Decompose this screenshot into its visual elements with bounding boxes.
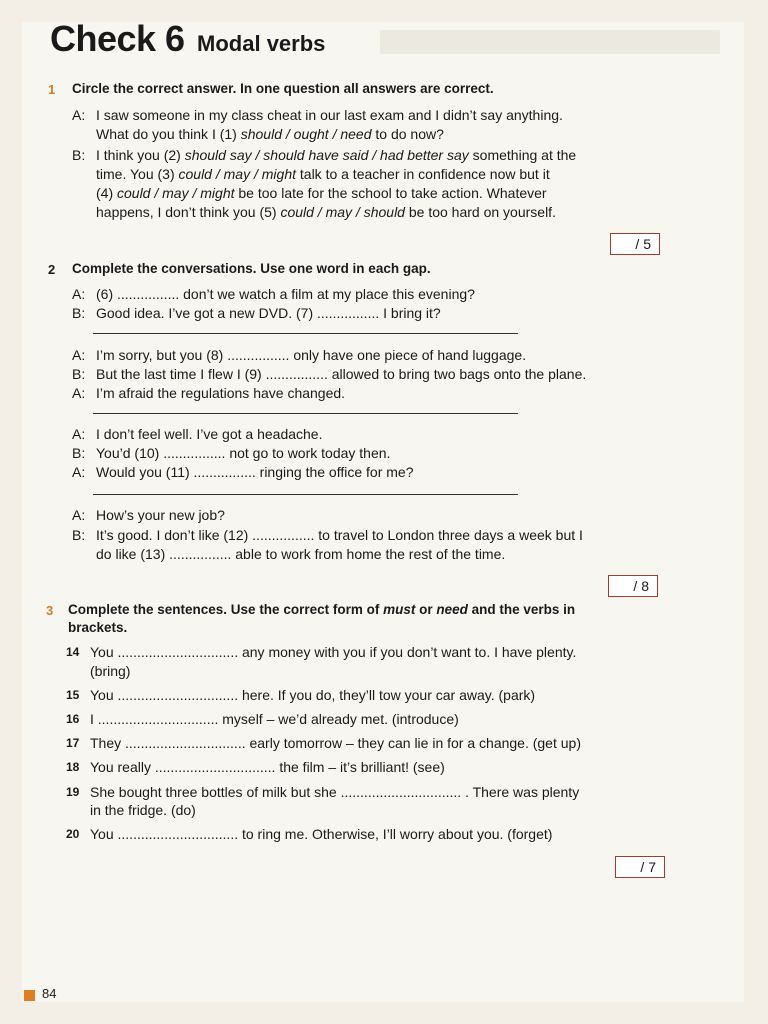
question-number: 18 [66, 760, 80, 774]
section-2-instruction: Complete the conversations. Use one word in each gap. [72, 261, 431, 276]
dialogue-line: How’s your new job? [96, 507, 225, 523]
dialogue-line: time. You (3) could / may / might talk to a teacher in confidence now but it [96, 166, 550, 182]
section-3-instruction-cont: brackets. [68, 620, 128, 635]
speaker-label: A: [72, 507, 86, 523]
sentence-line: I ............................... myself – we’d already met. (introduce) [90, 711, 459, 727]
answer-options[interactable]: could / may / should [280, 204, 405, 220]
dialogue-line: do like (13) ................ able to work from home the rest of the time. [96, 546, 506, 562]
sentence-line: You ............................... any money with you if you don’t want to. I have plenty. [90, 644, 577, 660]
question-number: 14 [66, 645, 80, 659]
dialogue-line: I saw someone in my class cheat in our last exam and I didn’t say anything. [96, 107, 563, 123]
question-number: 19 [66, 785, 80, 799]
answer-options[interactable]: should / ought / need [240, 126, 372, 142]
section-3-instruction: Complete the sentences. Use the correct form of must or need and the verbs in [68, 602, 576, 617]
dialogue-line: Would you (11) ................ ringing the office for me? [96, 464, 414, 480]
speaker-label: B: [72, 445, 86, 461]
page-number: 84 [42, 986, 57, 1001]
sentence-line: You ............................... to ring me. Otherwise, I’ll worry about you. (forget) [90, 826, 553, 842]
answer-line[interactable] [93, 413, 518, 414]
question-number: 17 [66, 736, 80, 750]
answer-line[interactable] [93, 494, 518, 495]
dialogue-line: (4) could / may / might be too late for the school to take action. Whatever [96, 185, 547, 201]
check-title: Check 6 [50, 18, 185, 59]
speaker-label: A: [72, 385, 86, 401]
dialogue-line: (6) ................ don’t we watch a film at my place this evening? [96, 286, 475, 302]
dialogue-line: But the last time I flew I (9) ................ allowed to bring two bags onto the plane. [96, 366, 587, 382]
question-number: 16 [66, 712, 80, 726]
page-title [50, 18, 325, 60]
section-1-instruction: Circle the correct answer. In one question all answers are correct. [72, 81, 494, 96]
answer-options[interactable]: should say / should have said / had better say [184, 147, 469, 163]
speaker-label: B: [72, 147, 86, 163]
score-box[interactable]: / 5 [610, 233, 660, 255]
dialogue-line: I’m sorry, but you (8) ................ only have one piece of hand luggage. [96, 347, 527, 363]
dialogue-line: I’m afraid the regulations have changed. [96, 385, 346, 401]
speaker-label: A: [72, 347, 86, 363]
dialogue-line: happens, I don’t think you (5) could / may / should be too hard on yourself. [96, 204, 556, 220]
answer-options[interactable]: could / may / might [117, 185, 235, 201]
answer-line[interactable] [93, 333, 518, 334]
sentence-line: in the fridge. (do) [90, 802, 196, 818]
bleed-through-shadow [380, 30, 720, 54]
question-number: 15 [66, 688, 80, 702]
section-2-number: 2 [48, 262, 56, 277]
dialogue-line: I think you (2) should say / should have said / had better say something at the [96, 147, 577, 163]
speaker-label: A: [72, 107, 86, 123]
section-1-number: 1 [48, 82, 56, 97]
sentence-line: They ............................... early tomorrow – they can lie in for a change. (get up) [90, 735, 581, 751]
topic-title: Modal verbs [197, 31, 326, 56]
answer-options[interactable]: could / may / might [178, 166, 296, 182]
sentence-line: You ............................... here. If you do, they’ll tow your car away. (park) [90, 687, 536, 703]
sentence-line: She bought three bottles of milk but she ............................... . There was plenty [90, 784, 580, 800]
sentence-line: (bring) [90, 663, 131, 679]
dialogue-line: I don’t feel well. I’ve got a headache. [96, 426, 323, 442]
speaker-label: B: [72, 366, 86, 382]
score-box[interactable]: / 8 [608, 575, 658, 597]
dialogue-line: What do you think I (1) should / ought / need to do now? [96, 126, 444, 142]
dialogue-line: Good idea. I’ve got a new DVD. (7) ................ I bring it? [96, 305, 441, 321]
page-marker-icon [24, 990, 35, 1001]
section-3-number: 3 [46, 603, 54, 618]
question-number: 20 [66, 827, 80, 841]
speaker-label: B: [72, 527, 86, 543]
score-box[interactable]: / 7 [615, 856, 665, 878]
speaker-label: A: [72, 426, 86, 442]
sentence-line: You really ............................... the film – it’s brilliant! (see) [90, 759, 445, 775]
speaker-label: A: [72, 464, 86, 480]
dialogue-line: You’d (10) ................ not go to work today then. [96, 445, 391, 461]
speaker-label: A: [72, 286, 86, 302]
dialogue-line: It’s good. I don’t like (12) ................ to travel to London three days a week but I [96, 527, 583, 543]
speaker-label: B: [72, 305, 86, 321]
